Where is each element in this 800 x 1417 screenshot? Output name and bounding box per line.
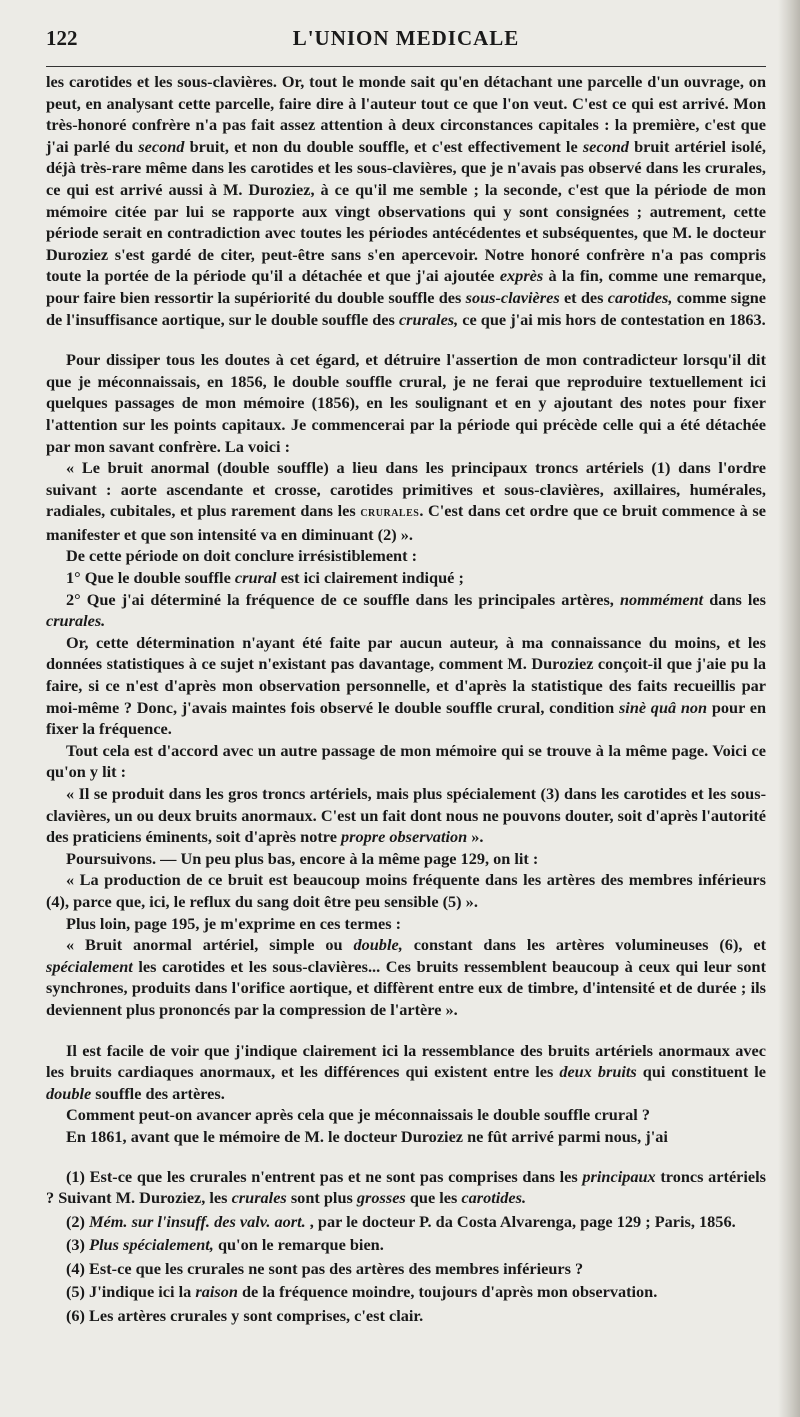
text-run: « Il se produit dans les gros troncs artériels, mais plus spécialement (3) dans les carotides et les sous-clavières, un ou deux bruits anormaux. C'est un fait dont nous ne pouvons douter, soit d'après l'autorité des praticiens éminents, soit d'après notre [46,784,766,847]
text-run: (2) [66,1211,90,1231]
text-run: comme signe de l'insuffisance aortique, sur le double souffle des [46,287,766,329]
small-caps-text: crurales [360,505,420,521]
text-run: que les [405,1188,462,1208]
footnote [46,1281,766,1303]
italic-text: raison [195,1282,238,1302]
italic-text: propre observation [341,827,468,847]
italic-text: second [138,136,185,156]
text-run: De cette période on doit conclure irrésistiblement : [66,546,418,566]
text-run: qu'on le remarque bien. [213,1235,384,1255]
text-run: Il est facile de voir que j'indique clairement ici la ressemblance des bruits artériels anormaux avec les bruits cardiaques anormaux, et les différences qui existent entre les [46,1040,766,1082]
text-run: les carotides et les sous-clavières... Ces bruits ressemblent beaucoup à ceux qui leur sont synchrones, produits dans l'orifice aortique, et diffèrent entre eux de timbre, d'intensité et de durée ; ils deviennent plus prononcés par la compression de l'artère ». [46,956,766,1019]
header-rule [46,66,766,67]
paragraph [46,1040,766,1105]
text-run: bruit, et non du double souffle, et c'est effectivement le [184,136,583,156]
paragraph [46,913,766,935]
text-run: . C'est dans cet ordre que ce bruit commence à se manifester et que son intensité va en diminuant (2) ». [46,501,766,544]
text-run: pour en fixer la fréquence. [46,697,766,739]
italic-text: second [582,136,629,156]
text-run: 1° Que le double souffle [66,568,235,588]
italic-text: sous-clavières [465,287,560,307]
paragraph [46,1104,766,1126]
notes-separator [46,1148,766,1166]
text-run: bruit artériel isolé, déjà très-rare même dans les carotides et les sous-clavières, que je n'avais pas observé dans les crurales, ce qui est arrivé aussi à M. Duroziez, à ce qu'il me semble ; la seconde, c'est que la période de mon mémoire citée par lui se rapporte aux vingt observations qui y sont consignées ; autrement, cette période serait en contradiction avec toutes les périodes antécédentes et subséquentes, que M. le docteur Duroziez s'est gardé de citer, peut-être sans s'en apercevoir. Notre honoré confrère n'a pas compris toute la portée de la période qu'il a détachée et que j'ai ajoutée [46,136,766,286]
italic-text: sinè quâ non [618,697,708,717]
footnote [46,1234,766,1256]
text-run: , par le docteur P. da Costa Alvarenga, page 129 ; Paris, 1856. [305,1211,736,1231]
italic-text: nommément [619,589,704,609]
body-text [46,71,766,1148]
paragraph [46,589,766,632]
paragraph [46,869,766,912]
footnote [46,1258,766,1280]
italic-text: carotides, [607,287,673,307]
text-run: les carotides et les sous-clavières. Or, tout le monde sait qu'en détachant une parcelle d'un ouvrage, on peut, en analysant cette parcelle, faire dire à l'auteur tout ce que l'on veut. C'est ce qui est arrivé. Mon très-honoré confrère n'a pas fait assez attention à deux circonstances capitales : la première, c'est que j'ai parlé du [46,72,766,156]
italic-text: grosses [356,1188,406,1208]
paragraph [46,545,766,567]
text-run: Tout cela est d'accord avec un autre passage de mon mémoire qui se trouve à la même page. Voici ce qu'on y lit : [46,740,766,782]
footnotes [46,1166,766,1327]
text-run: (1) Est-ce que les crurales n'entrent pas et ne sont pas comprises dans les [66,1166,583,1186]
paragraph [46,934,766,1020]
paragraph [46,848,766,870]
text-run: qui constituent le [636,1062,766,1082]
paragraph [46,567,766,589]
text-run: ce que j'ai mis hors de contestation en 1863. [458,309,766,329]
footnote [46,1305,766,1327]
italic-text: exprès [499,266,544,286]
text-run: ». [467,827,484,847]
text-run: souffle des artères. [91,1083,225,1103]
text-run: (4) Est-ce que les crurales ne sont pas des artères des membres inférieurs ? [66,1258,584,1278]
italic-text: Mém. sur l'insuff. des valv. aort. [89,1211,306,1231]
journal-title: L'UNION MEDICALE [292,26,520,50]
text-run: En 1861, avant que le mémoire de M. le docteur Duroziez ne fût arrivé parmi nous, j'ai [66,1126,668,1146]
text-run: (3) [66,1235,90,1255]
text-run: (5) J'indique ici la [66,1282,196,1302]
text-run: est ici clairement indiqué ; [276,568,464,588]
text-run: sont plus [286,1188,357,1208]
text-run: dans les [703,589,766,609]
paragraph [46,1126,766,1148]
page-header [46,26,766,60]
page-number: 122 [46,26,78,50]
text-run: de la fréquence moindre, toujours d'après mon observation. [237,1282,658,1302]
paragraph [46,457,766,545]
text-run: à la fin, comme une remarque, pour faire bien ressortir la supériorité du double souffle des [46,266,766,307]
italic-text: crurales, [398,309,459,329]
text-run: « Bruit anormal artériel, simple ou [66,935,354,955]
italic-text: principaux [582,1166,656,1186]
footnote [46,1211,766,1233]
italic-text: crural [234,568,277,588]
text-run: « Le bruit anormal (double souffle) a lieu dans les principaux troncs artériels (1) dans l'ordre suivant : aorte ascendante et crosse, carotides primitives et sous-clavières, axillaires, humérales, radiales, cubitales, et plus rarement dans les [46,458,766,521]
text-run: Or, cette détermination n'ayant été faite par aucun auteur, à ma connaissance du moins, et les données statistiques à ce sujet n'existant pas davantage, comment M. Duroziez conçoit-il que j'aie pu la faire, si ce n'est d'après mon observation personnelle, et d'après la statistique des faits recueillis par moi-même ? Donc, j'avais maintes fois observé le double souffle crural, condition [46,632,766,717]
paragraph [46,783,766,848]
italic-text: crurales. [46,611,106,631]
paragraph [46,632,766,740]
text-run: Poursuivons. — Un peu plus bas, encore à la même page 129, on lit : [66,848,539,868]
paragraph [46,71,766,330]
italic-text: carotides. [461,1188,527,1208]
page-binding-shadow [778,0,800,1417]
text-run: 2° Que j'ai déterminé la fréquence de ce souffle dans les principales artères, [66,589,620,609]
text-run: (6) Les artères crurales y sont comprises, c'est clair. [66,1306,424,1326]
text-run: Pour dissiper tous les doutes à cet égard, et détruire l'assertion de mon contradicteur lorsqu'il dit que je méconnaissais, en 1856, le double souffle crural, je ne ferai que reproduire textuellement ici quelques passages de mon mémoire (1856), en les soulignant et en y ajoutant des notes pour fixer l'attention sur les points capitaux. Je commencerai par la période qui précède celle qui a été détachée par mon savant confrère. La voici : [46,350,766,456]
footnote [46,1166,766,1209]
paragraph-gap [46,1021,766,1040]
text-run: Plus loin, page 195, je m'exprime en ces termes : [66,913,402,933]
italic-text: double [46,1083,92,1103]
italic-text: deux bruits [559,1062,637,1082]
italic-text: crurales [231,1188,287,1208]
italic-text: Plus spécialement, [89,1235,214,1255]
paragraph-gap [46,330,766,349]
paragraph [46,349,766,457]
text-run: et des [559,287,608,307]
italic-text: spécialement [46,956,133,976]
text-run: « La production de ce bruit est beaucoup moins fréquente dans les artères des membres inférieurs (4), parce que, ici, le reflux du sang doit être peu sensible (5) ». [46,870,766,911]
italic-text: double, [353,935,403,955]
text-run: Comment peut-on avancer après cela que je méconnaissais le double souffle crural ? [66,1105,650,1125]
paragraph [46,740,766,783]
text-run: troncs artériels ? Suivant M. Duroziez, les [46,1166,767,1208]
text-run: constant dans les artères volumineuses (6), et [402,935,766,955]
